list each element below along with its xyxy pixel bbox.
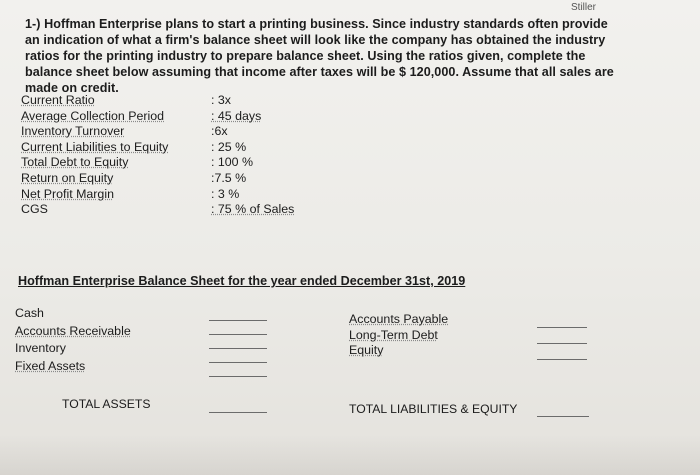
accounts-receivable-blank xyxy=(209,334,267,335)
asset-item: Cash xyxy=(15,306,44,320)
accounts-payable-blank xyxy=(537,327,587,328)
cash-blank xyxy=(209,320,267,321)
ratio-label: Net Profit Margin xyxy=(21,186,114,201)
long-term-debt-blank xyxy=(537,343,587,344)
ratio-value: : 100 % xyxy=(211,155,254,170)
ratio-value: : 25 % xyxy=(211,139,247,154)
total-assets-label: TOTAL ASSETS xyxy=(62,397,151,411)
ratio-label: Average Collection Period xyxy=(21,108,165,123)
fixed-assets-blank xyxy=(209,362,267,363)
ratio-value: :7.5 % xyxy=(211,170,247,185)
ratio-label: Total Debt to Equity xyxy=(21,155,129,170)
liabilities-list xyxy=(349,312,448,359)
page-shadow xyxy=(0,435,700,475)
ratio-value: : 3 % xyxy=(211,186,240,201)
ratio-value: : 75 % of Sales xyxy=(211,202,295,217)
total-liabilities-equity-blank xyxy=(537,416,589,417)
ratio-label: Return on Equity xyxy=(21,170,114,185)
ratio-value: : 45 days xyxy=(211,108,262,123)
ratio-label: Current Liabilities to Equity xyxy=(21,139,169,154)
inventory-blank xyxy=(209,348,267,349)
equity-blank xyxy=(537,359,587,360)
ratio-labels xyxy=(21,93,168,218)
student-name: Stiller xyxy=(571,2,597,13)
ratio-value: :6x xyxy=(211,124,228,139)
assets-list xyxy=(15,305,131,375)
total-assets-blank xyxy=(209,412,267,413)
ratio-label: CGS xyxy=(21,202,48,217)
asset-item: Accounts Receivable xyxy=(15,323,131,338)
asset-item: Fixed Assets xyxy=(15,358,86,373)
ratio-label: Current Ratio xyxy=(21,93,95,107)
total-liabilities-equity-label: TOTAL LIABILITIES & EQUITY xyxy=(349,402,518,416)
ratio-label: Inventory Turnover xyxy=(21,124,125,139)
liability-item: Equity xyxy=(349,343,384,357)
liability-item: Long-Term Debt xyxy=(349,327,438,342)
ratio-value: : 3x xyxy=(211,93,231,107)
balance-sheet-title: Hoffman Enterprise Balance Sheet for the year ended December 31st, 2019 xyxy=(18,274,466,288)
ratio-values xyxy=(211,93,294,218)
extra-asset-blank xyxy=(209,376,267,377)
asset-item: Inventory xyxy=(15,341,66,355)
liability-item: Accounts Payable xyxy=(349,312,449,326)
question-text: 1-) Hoffman Enterprise plans to start a printing business. Since industry standards often provide an indication of what a firm's balance sheet will look like the company has obtained the industry ratios for the printing industry to prepare balance sheet. Using the ratios given, complete the balance sheet below assuming that income after taxes will be $ 120,000. Assume that all sales are made on credit. xyxy=(25,17,614,95)
